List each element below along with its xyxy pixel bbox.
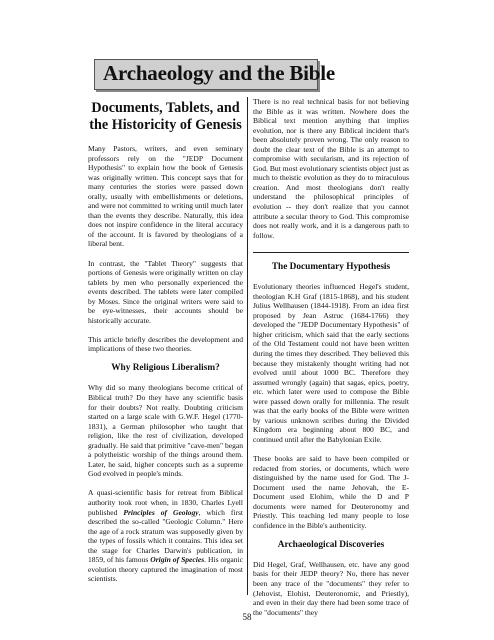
paragraph: Evolutionary theories influenced Hegel's student, theologian K.H Graf (1815-1868), and his student Julius Wellhausen (1844-1918). From an idea first proposed by Jean Astruc (1684-1766) they developed the "JEDP Documentary Hypothesis" of higher criticism, which said that the early sections of the Old Testament could not have been written during the times they described. They believed this because they mistakenly thought writing had not evolved until about 1000 BC. Therefore they assumed wrongly (again) that sagas, epics, poetry, etc. which later were used to compose the Bible were passed down orally for millennia. The result was that the early books of the Bible were written by various unknown scribes during the Divided Kingdom era beginning about 800 BC, and continued until after the Babylonian Exile.: [253, 282, 409, 444]
right-column: [253, 97, 409, 627]
book-title: Origin of Species: [150, 555, 205, 565]
column-divider: [247, 97, 248, 595]
paragraph: A quasi-scientific basis for retreat from Biblical authority took root when, in 1830, Charles Lyell published Principles of Geology, which first described the so-called "Geologic Column." Here the age of a rock stratum was supposedly given by the types of fossils which it contains. This idea set the stage for Charles Darwin's publication, in 1859, of his famous Origin of Species. His organic evolution theory captured the imagination of most scientists.: [88, 488, 244, 584]
paragraph: There is no real technical basis for not believing the Bible as it was written. Nowhere does the Biblical text mention anything that implies evolution, nor is there any Biblical incident that's been absolutely proven wrong. The only reason to doubt the clear text of the Bible is an attempt to compromise with secularism, and its rejection of God. But most evolutionary scientists object just as much to theistic evolution as they do to miraculous creation. And most theologians don't really understand the philosophical principles of evolution -- they don't realize that you cannot attribute a secular theory to God. This compromise does not really work, and it is a dangerous path to follow.: [253, 97, 409, 240]
paragraph: These books are said to have been compiled or redacted from stories, or documents, which were distinguished by the name used for God. The J-Document used the name Jehovah, the E-Document used Elohim, while the D and P documents were named for Deuteronomy and Priestly. This teaching led many people to lose confidence in the Bible's authenticity.: [253, 454, 409, 530]
paragraph: Why did so many theologians become critical of Biblical truth? Do they have any scientific basis for their doubts? Not really. Doubting criticism started on a large scale with G.W.F. Hegel (1770-1831), a German philosopher who taught that religion, like the rest of civilization, developed gradually. He said that primitive "cave-men" began a polytheistic worship of the things around them. Later, he said, higher concepts such as a supreme God evolved in people's minds.: [88, 383, 243, 479]
section-banner: [94, 59, 336, 90]
page-number: 58: [242, 612, 252, 622]
book-title: Principles of Geology: [123, 507, 199, 517]
article-title: Documents, Tablets, and the Historicity of Genesis: [89, 100, 242, 133]
paragraph: Many Pastors, writers, and even seminary professors rely on the "JEDP Document Hypothesis" to explain how the book of Genesis was originally written. This concept says that for many centuries the stories were passed down orally, usually with embellishments or deletions, and were not committed to writing until much later than the events they describe. Naturally, this idea does not inspire confidence in the literal accuracy of the account. It is favored by theologians of a liberal bent.: [88, 144, 243, 249]
paragraph: In contrast, the "Tablet Theory" suggests that portions of Genesis were originally written on clay tablets by men who personally experienced the events described. The tablets were later compiled by Moses. Since the original writers were said to be eye-witnesses, their accounts should be historically accurate.: [88, 258, 243, 325]
paragraph: Did Hegel, Graf, Wellhausen, etc. have any good basis for their JEDP theory? No, there has never been any trace of the "documents" they refer to (Jehovist, Elohist, Deuteronomic, and Priestly), and even in their day there had been some trace of the "documents" they: [253, 559, 409, 617]
subheading: Why Religious Liberalism?: [111, 363, 220, 374]
subheading: Archaeological Discoveries: [277, 539, 385, 550]
left-column: [88, 97, 243, 593]
paragraph: This article briefly describes the development and implications of these two theories.: [88, 334, 243, 354]
section-title: Archaeology and the Bible: [103, 61, 336, 85]
intro-box: [253, 97, 409, 253]
subheading: The Documentary Hypothesis: [271, 262, 391, 273]
